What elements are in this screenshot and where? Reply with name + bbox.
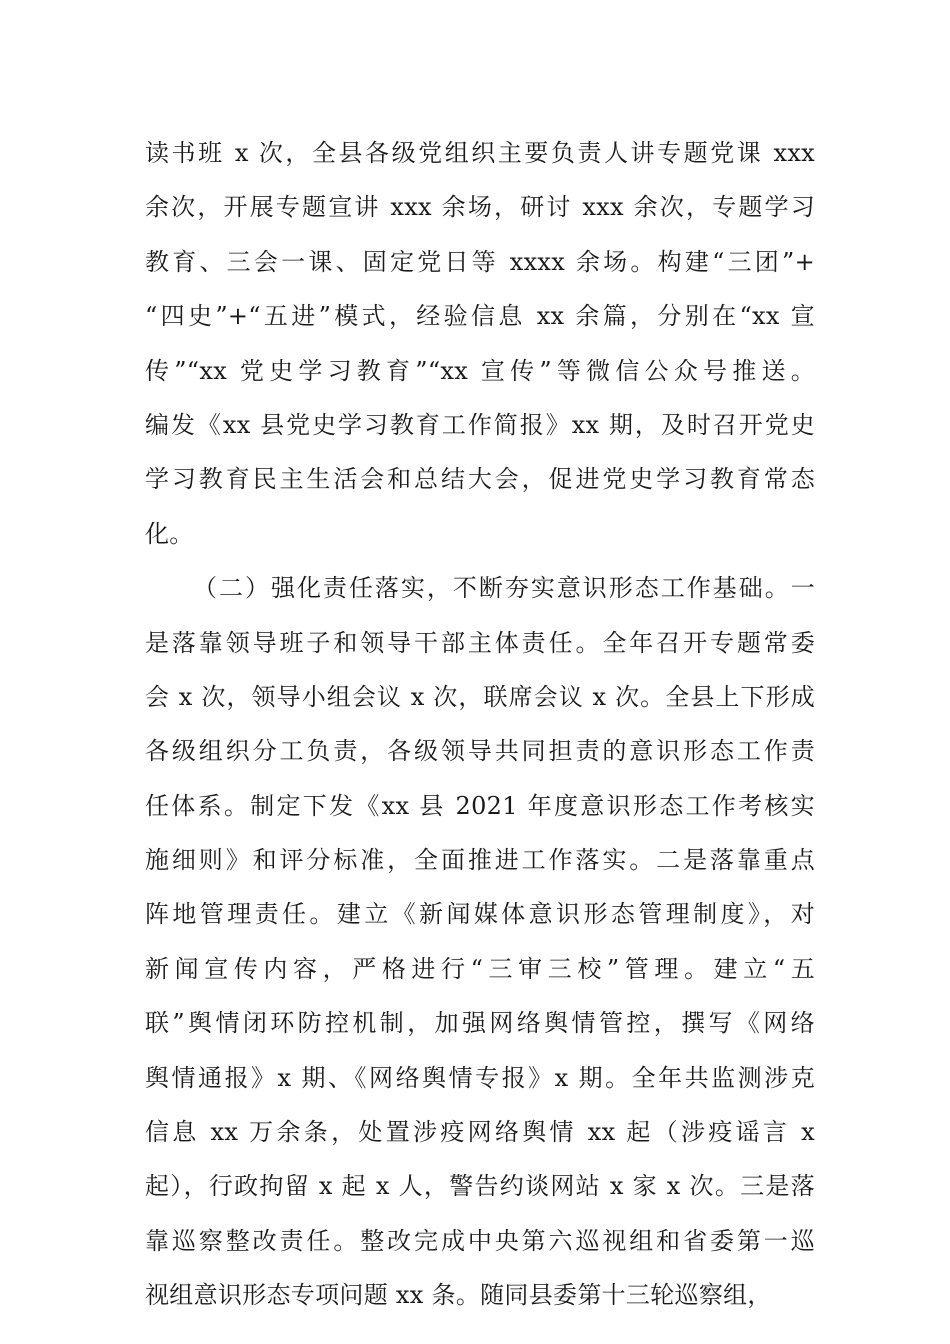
text-line: 各级组织分工负责，各级领导共同担责的意识形态工作责 xyxy=(145,737,815,766)
text-line: 信息 xx 万余条，处置涉疫网络舆情 xx 起（涉疫谣言 x xyxy=(145,1118,815,1147)
text-line: “四史”+“五进”模式，经验信息 xx 余篇，分别在“xx 宣 xyxy=(145,302,815,331)
body-text xyxy=(145,126,815,1323)
text-line: 联”舆情闭环防控机制，加强网络舆情管控，撰写《网络 xyxy=(145,1009,815,1038)
text-line: 会 x 次，领导小组会议 x 次，联席会议 x 次。全县上下形成 xyxy=(145,682,815,711)
text-line: 阵地管理责任。建立《新闻媒体意识形态管理制度》，对 xyxy=(145,900,815,929)
text-line: 新闻宣传内容，严格进行“三审三校”管理。建立“五 xyxy=(145,954,815,983)
text-line: 传”“xx 党史学习教育”“xx 宣传”等微信公众号推送。 xyxy=(145,356,815,385)
text-line: 学习教育民主生活会和总结大会，促进党史学习教育常态 xyxy=(145,465,815,494)
text-line: 视组意识形态专项问题 xx 条。随同县委第十三轮巡察组， xyxy=(145,1281,772,1310)
text-line: 是落靠领导班子和领导干部主体责任。全年召开专题常委 xyxy=(145,628,815,657)
text-line: 施细则》和评分标准，全面推进工作落实。二是落靠重点 xyxy=(145,846,815,875)
section-heading-line: （二）强化责任落实，不断夯实意识形态工作基础。一 xyxy=(193,574,815,603)
text-line: 舆情通报》x 期、《网络舆情专报》x 期。全年共监测涉克 xyxy=(145,1063,815,1092)
text-line: 起），行政拘留 x 起 x 人，警告约谈网站 x 家 x 次。三是落 xyxy=(145,1172,815,1201)
text-line: 读书班 x 次，全县各级党组织主要负责人讲专题党课 xxx xyxy=(145,139,815,167)
text-line: 余次，开展专题宣讲 xxx 余场，研讨 xxx 余次，专题学习 xyxy=(145,193,815,222)
text-line: 教育、三会一课、固定党日等 xxxx 余场。构建“三团”+ xyxy=(145,247,815,276)
text-line: 靠巡察整改责任。整改完成中央第六巡视组和省委第一巡 xyxy=(145,1226,815,1255)
text-line: 编发《xx 县党史学习教育工作简报》xx 期，及时召开党史 xyxy=(145,410,815,439)
text-line: 任体系。制定下发《xx 县 2021 年度意识形态工作考核实 xyxy=(145,791,815,820)
text-line: 化。 xyxy=(145,519,194,548)
